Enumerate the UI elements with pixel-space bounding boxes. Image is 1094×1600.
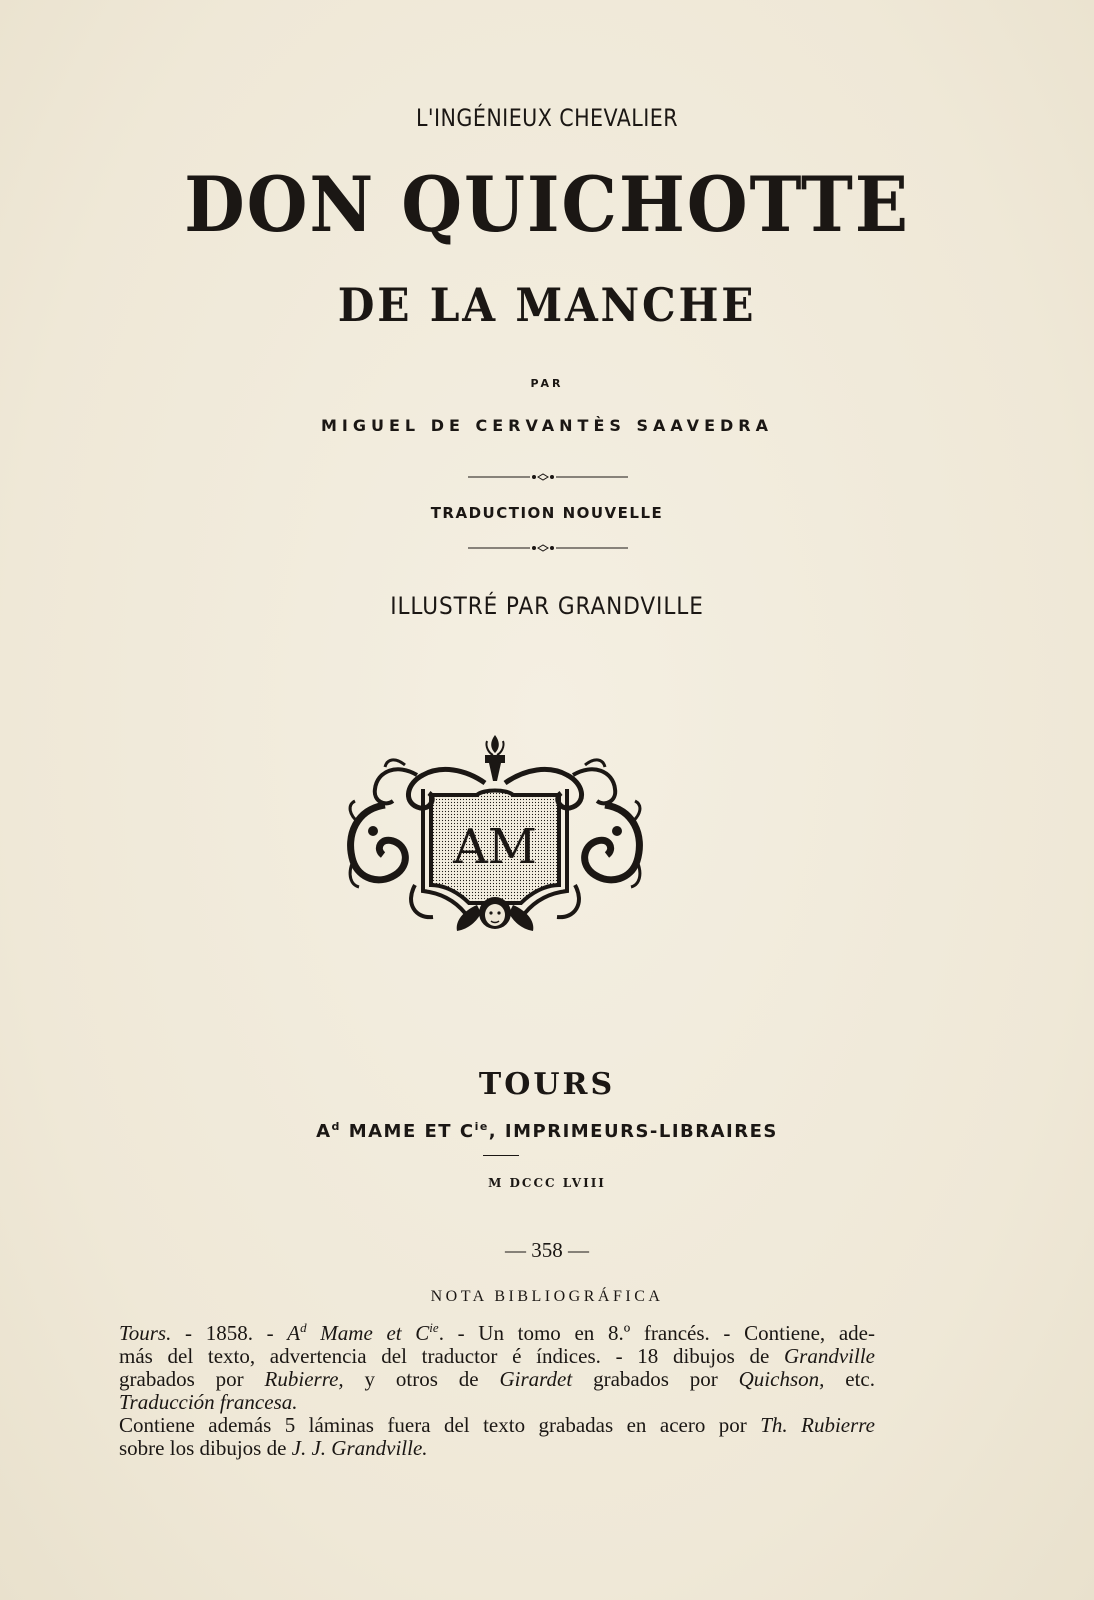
publisher-mid-sup: ie: [474, 1120, 489, 1133]
publication-year: M DCCC LVIII: [488, 1176, 606, 1190]
nota-artist: J. J. Grandville.: [291, 1436, 428, 1460]
nota-text: sobre los dibujos de: [119, 1436, 292, 1460]
nota-line: [119, 1414, 875, 1437]
nota-line: [119, 1391, 875, 1414]
nota-text: más del texto, advertencia del traductor é índices. - 18 dibujos de: [119, 1344, 785, 1368]
nota-engraver: Rubierre,: [264, 1367, 344, 1391]
publisher-prefix-sup: d: [331, 1120, 341, 1133]
bibliographic-note: [119, 1316, 875, 1460]
nota-engraver: Quichson,: [738, 1367, 825, 1391]
publisher-rule: [483, 1155, 519, 1156]
nota-city: Tours.: [119, 1321, 172, 1345]
subtitle-bottom: DE LA MANCHE: [337, 278, 757, 332]
publisher-mid: MAME ET C: [340, 1121, 475, 1142]
nota-text: y otros de: [343, 1367, 500, 1391]
nota-engraver: Th. Rubierre: [760, 1413, 875, 1437]
page-number: — 358 —: [505, 1238, 589, 1262]
nota-text: grabados por: [119, 1367, 265, 1391]
translation-label: TRADUCTION NOUVELLE: [430, 504, 664, 522]
nota-artist: Grandville: [784, 1344, 875, 1368]
nota-text: - 1858. -: [171, 1321, 288, 1345]
nota-translation: Traducción francesa.: [119, 1390, 298, 1414]
publisher-suffix: , IMPRIMEURS-LIBRAIRES: [488, 1121, 778, 1142]
nota-line: [119, 1437, 875, 1460]
nota-line: [119, 1316, 875, 1345]
nota-line: [119, 1368, 875, 1391]
par-label: PAR: [530, 377, 564, 390]
nota-text: . - Un tomo en 8.º francés. - Contiene, ade-: [438, 1321, 875, 1345]
nota-publisher-prefix-sup: d: [300, 1320, 307, 1335]
nota-publisher-prefix: A: [287, 1321, 301, 1345]
nota-publisher: Mame et C: [306, 1321, 430, 1345]
publisher-prefix: A: [316, 1121, 332, 1142]
nota-text: etc.: [824, 1367, 875, 1391]
city-name: TOURS: [478, 1067, 616, 1102]
main-title: DON QUICHOTTE: [184, 160, 910, 249]
nota-text: grabados por: [572, 1367, 739, 1391]
ornament-divider-icon: [468, 543, 628, 553]
nota-line: [119, 1345, 875, 1368]
subtitle-top: L'INGÉNIEUX CHEVALIER: [415, 104, 679, 132]
nota-publisher-sup: ie: [429, 1320, 439, 1335]
publisher-name: [0, 1120, 1094, 1142]
ornament-divider-icon: [468, 472, 628, 482]
author-name: MIGUEL DE CERVANTÈS SAAVEDRA: [321, 416, 773, 435]
nota-artist: Girardet: [499, 1367, 573, 1391]
illustrator-credit: ILLUSTRÉ PAR GRANDVILLE: [390, 592, 704, 620]
nota-text: Contiene además 5 láminas fuera del texto grabadas en acero por: [119, 1413, 761, 1437]
nota-heading: NOTA BIBLIOGRÁFICA: [430, 1288, 664, 1305]
emblem-monogram: AM: [453, 819, 537, 875]
publisher-emblem-icon: [345, 735, 645, 945]
